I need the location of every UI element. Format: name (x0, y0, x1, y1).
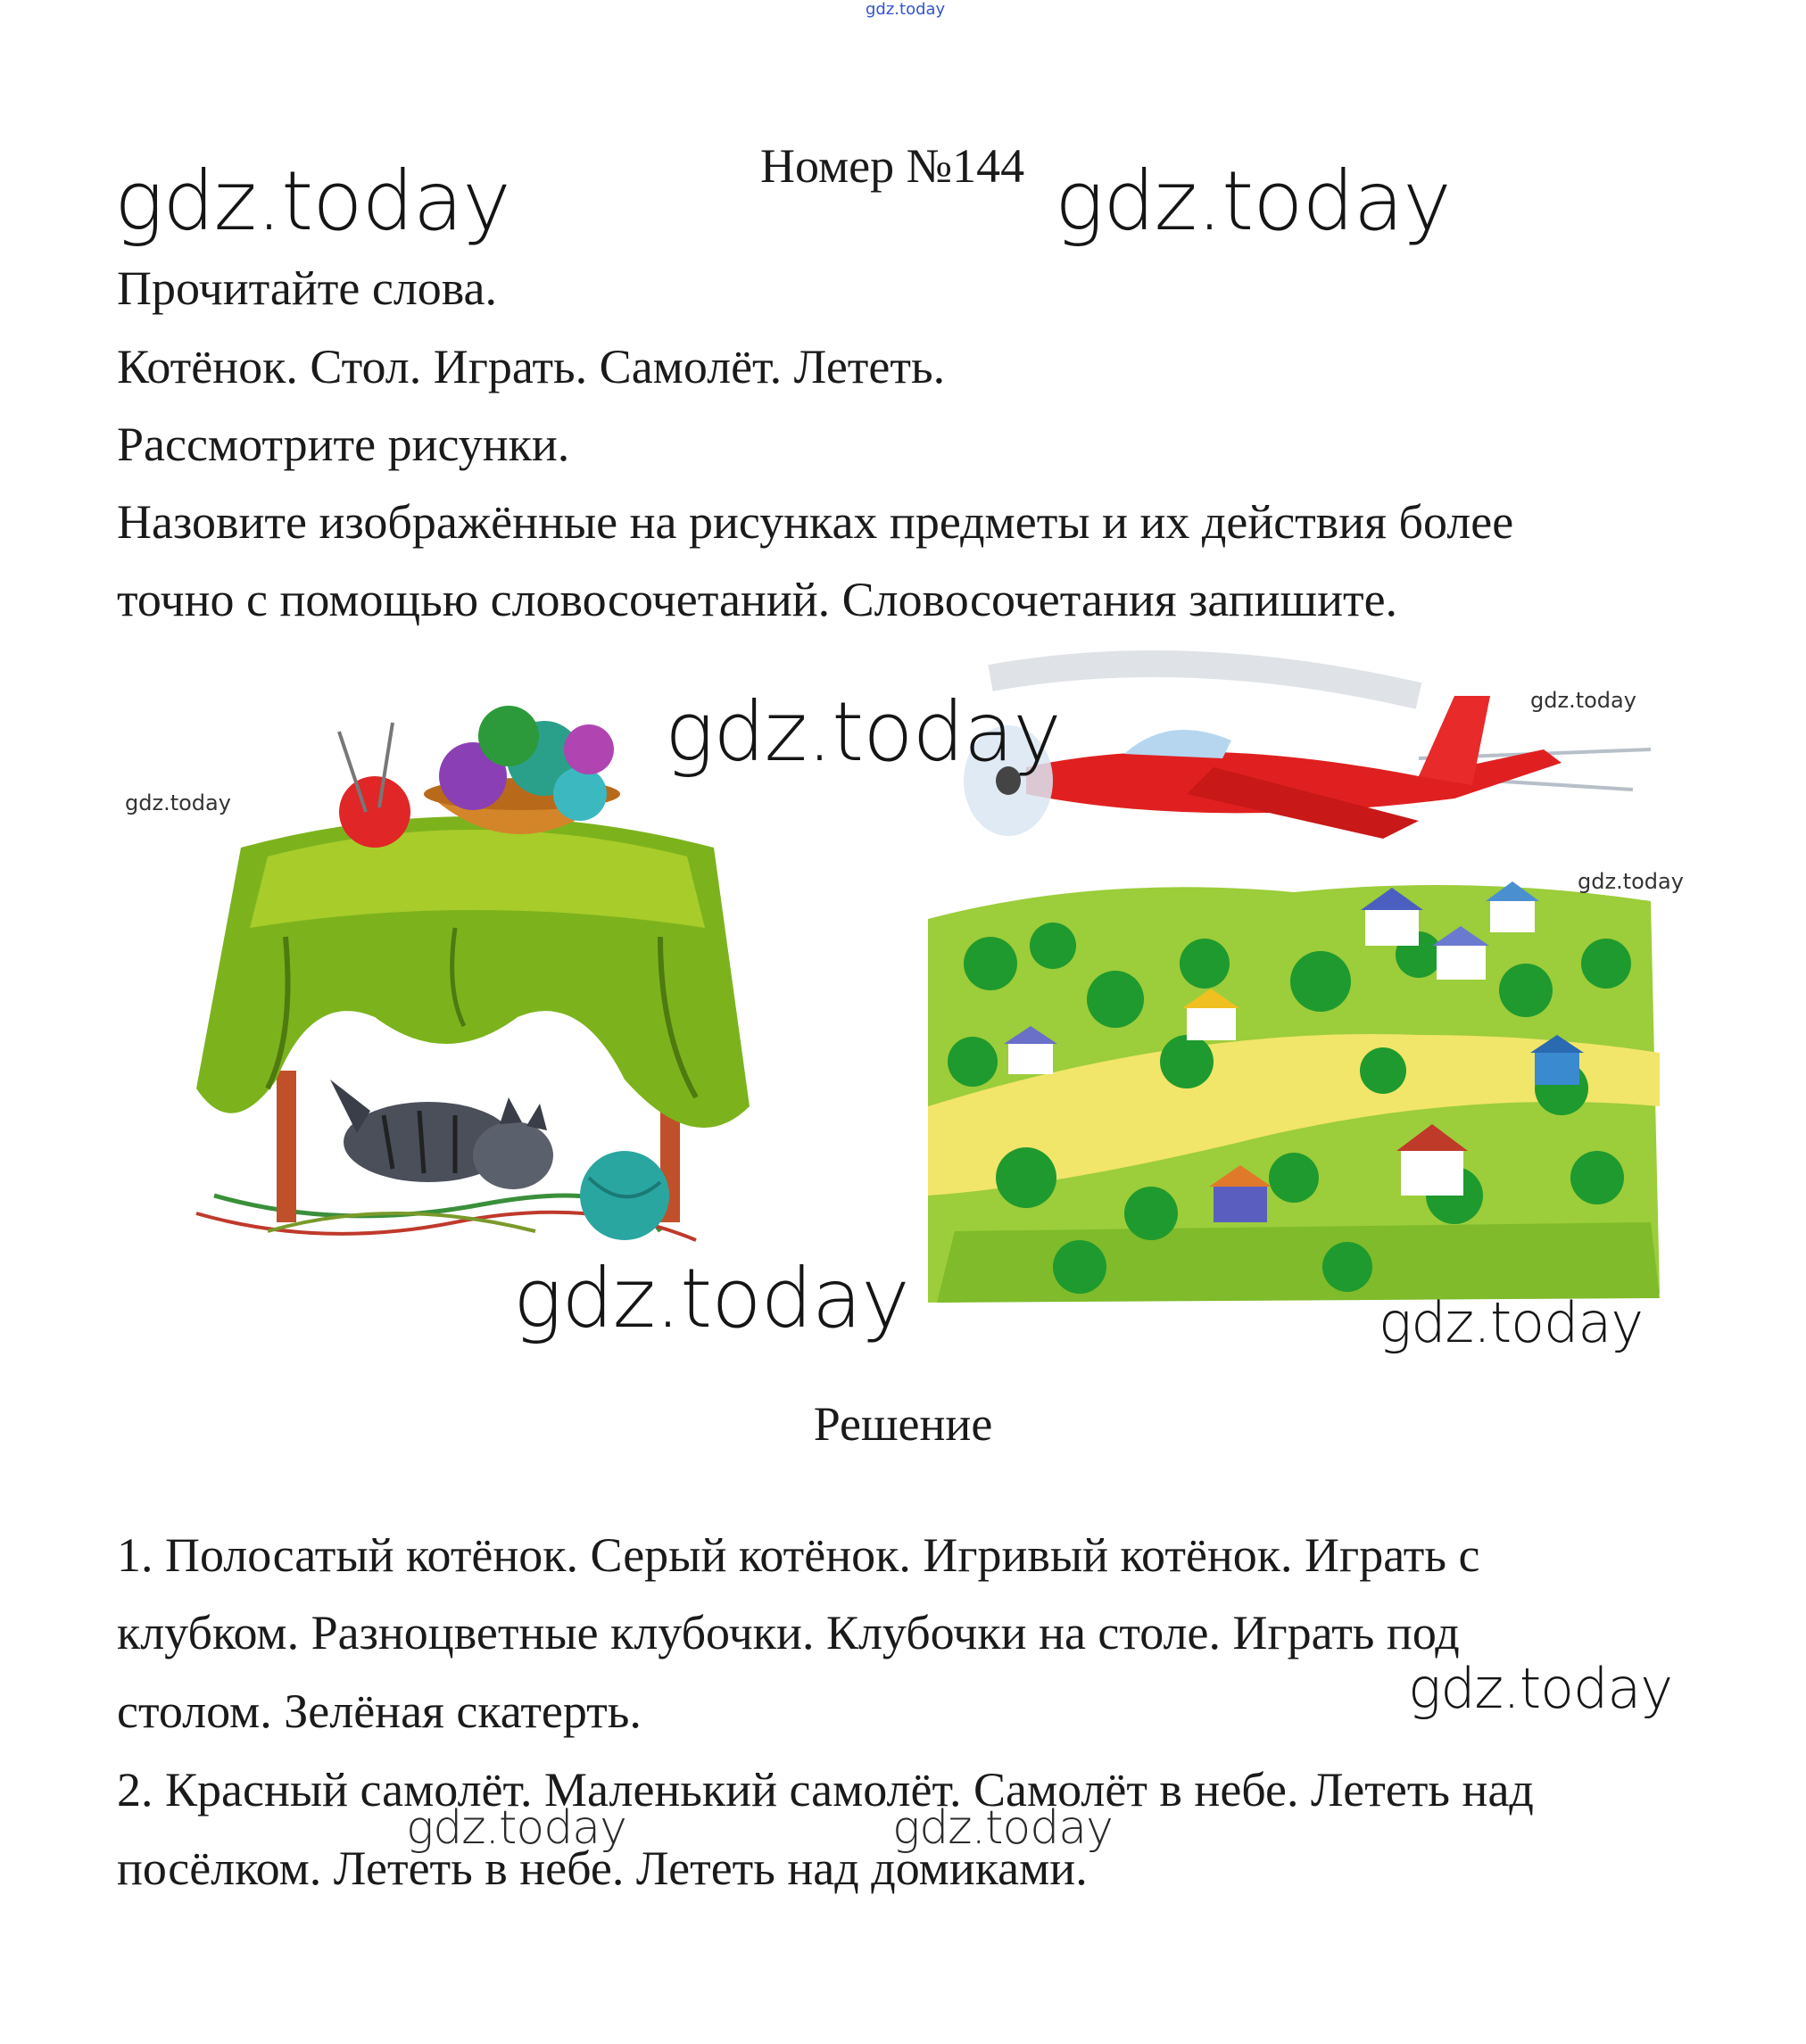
solution-heading: Решение (813, 1397, 993, 1451)
solution-line: 1. Полосатый котёнок. Серый котёнок. Игривый котёнок. Играть с (117, 1528, 1480, 1582)
watermark-text: gdz.today (1578, 869, 1684, 894)
watermark-text: gdz.today (1408, 1656, 1673, 1721)
page-title: Номер №144 (760, 139, 1025, 193)
solution-line: столом. Зелёная скатерть. (117, 1684, 642, 1738)
watermark-text: gdz.today (406, 1801, 626, 1855)
watermark-text: gdz.today (513, 1251, 909, 1346)
task-line: Назовите изображённые на рисунках предметы и их действия более (117, 495, 1514, 549)
kitten-under-table-illustration (161, 696, 785, 1276)
solution-line: 2. Красный самолёт. Маленький самолёт. Самолёт в небе. Лететь над (117, 1763, 1534, 1816)
top-watermark: gdz.today (866, 0, 946, 19)
task-line: точно с помощью словосочетаний. Словосочетания запишите. (117, 573, 1398, 626)
task-line: Прочитайте слова. (117, 261, 498, 315)
task-line: Рассмотрите рисунки. (117, 418, 570, 471)
watermark-text: gdz.today (1055, 153, 1451, 249)
task-line: Котёнок. Стол. Играть. Самолёт. Лететь. (117, 340, 946, 393)
watermark-text: gdz.today (1379, 1290, 1644, 1355)
solution-line: посёлком. Лететь в небе. Лететь над домиками. (117, 1841, 1088, 1895)
watermark-text: gdz.today (114, 153, 510, 249)
watermark-text: gdz.today (1530, 688, 1636, 713)
watermark-text: gdz.today (125, 790, 231, 815)
watermark-text: gdz.today (665, 684, 1061, 780)
solution-line: клубком. Разноцветные клубочки. Клубочки на столе. Играть под (117, 1606, 1460, 1659)
watermark-text: gdz.today (892, 1801, 1113, 1855)
